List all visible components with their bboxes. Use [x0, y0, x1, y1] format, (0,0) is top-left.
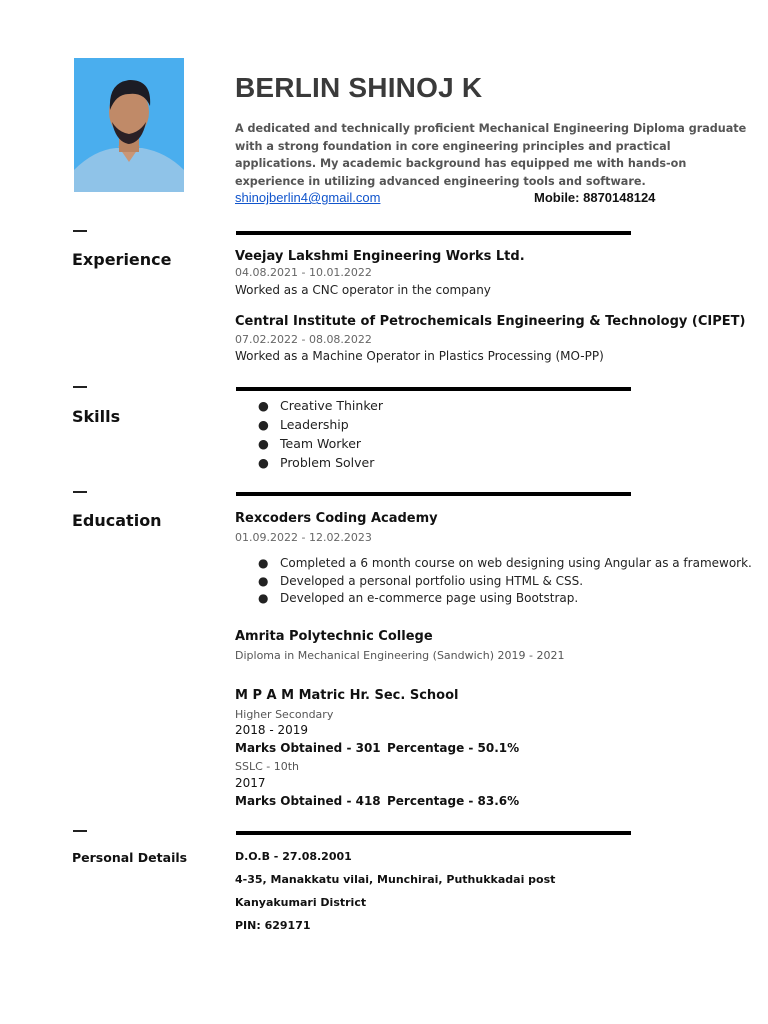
education-points — [258, 556, 752, 609]
address-line-1: 4-35, Manakkatu vilai, Munchirai, Puthukkadai post — [235, 873, 556, 886]
experience-org: Veejay Lakshmi Engineering Works Ltd. — [235, 249, 525, 264]
list-item: ● Creative Thinker — [258, 398, 383, 413]
bullet-icon: ● — [258, 591, 269, 605]
bullet-icon: ● — [258, 398, 269, 413]
sslc-label: SSLC - 10th — [235, 760, 300, 773]
section-title-personal-details: Personal Details — [72, 850, 188, 865]
section-divider — [236, 831, 631, 835]
section-dash — [73, 230, 87, 232]
list-item: ● Developed a personal portfolio using HTML & CSS. — [258, 573, 584, 588]
profile-photo — [74, 58, 184, 192]
sslc-percentage: Percentage - 83.6% — [387, 794, 520, 808]
section-divider — [236, 492, 631, 496]
bullet-icon: ● — [258, 573, 269, 588]
skills-list — [258, 398, 383, 474]
date-of-birth: D.O.B - 27.08.2001 — [235, 850, 352, 863]
list-item: ● Leadership — [258, 417, 349, 432]
section-title-education: Education — [72, 511, 162, 530]
experience-dates: 04.08.2021 - 10.01.2022 — [235, 266, 372, 279]
hsc-years: 2018 - 2019 — [235, 723, 309, 737]
section-dash — [73, 830, 87, 832]
experience-description: Worked as a Machine Operator in Plastics Processing (MO-PP) — [235, 349, 604, 363]
section-title-skills: Skills — [72, 407, 121, 426]
list-item: ● Team Worker — [258, 436, 362, 451]
section-dash — [73, 491, 87, 493]
profile-summary: A dedicated and technically proficient Mechanical Engineering Diploma graduate with a strong foundation in core engineering principles and practical applications. My academic background has equipped me with hands-on experience in utilizing advanced engineering tools and software. — [235, 122, 747, 188]
person-photo-icon — [74, 58, 184, 192]
hsc-marks: Marks Obtained - 301 — [235, 741, 381, 755]
experience-org: Central Institute of Petrochemicals Engineering & Technology (CIPET) — [235, 314, 746, 329]
section-title-experience: Experience — [72, 250, 172, 269]
candidate-name: BERLIN SHINOJ K — [235, 72, 483, 103]
experience-dates: 07.02.2022 - 08.08.2022 — [235, 333, 372, 346]
experience-description: Worked as a CNC operator in the company — [235, 283, 491, 297]
pin-code: PIN: 629171 — [235, 919, 311, 932]
education-detail: Diploma in Mechanical Engineering (Sandwich) 2019 - 2021 — [235, 649, 565, 662]
list-item: ● Problem Solver — [258, 455, 375, 470]
bullet-icon: ● — [258, 455, 269, 470]
section-divider — [236, 387, 631, 391]
address-line-2: Kanyakumari District — [235, 896, 367, 909]
list-item: ● Developed an e-commerce page using Bootstrap. — [258, 591, 579, 605]
education-org: Rexcoders Coding Academy — [235, 511, 438, 526]
email-link[interactable]: shinojberlin4@gmail.com — [235, 190, 381, 205]
section-divider — [236, 231, 631, 235]
bullet-icon: ● — [258, 417, 269, 432]
education-org: Amrita Polytechnic College — [235, 629, 433, 644]
list-item: ● Completed a 6 month course on web designing using Angular as a framework. — [258, 556, 752, 570]
mobile-number: Mobile: 8870148124 — [534, 190, 656, 205]
section-dash — [73, 386, 87, 388]
bullet-icon: ● — [258, 436, 269, 451]
hsc-percentage: Percentage - 50.1% — [387, 741, 520, 755]
sslc-year: 2017 — [235, 776, 266, 790]
sslc-marks: Marks Obtained - 418 — [235, 794, 381, 808]
education-dates: 01.09.2022 - 12.02.2023 — [235, 531, 372, 544]
bullet-icon: ● — [258, 556, 269, 570]
education-org: M P A M Matric Hr. Sec. School — [235, 688, 459, 703]
hsc-label: Higher Secondary — [235, 708, 334, 721]
